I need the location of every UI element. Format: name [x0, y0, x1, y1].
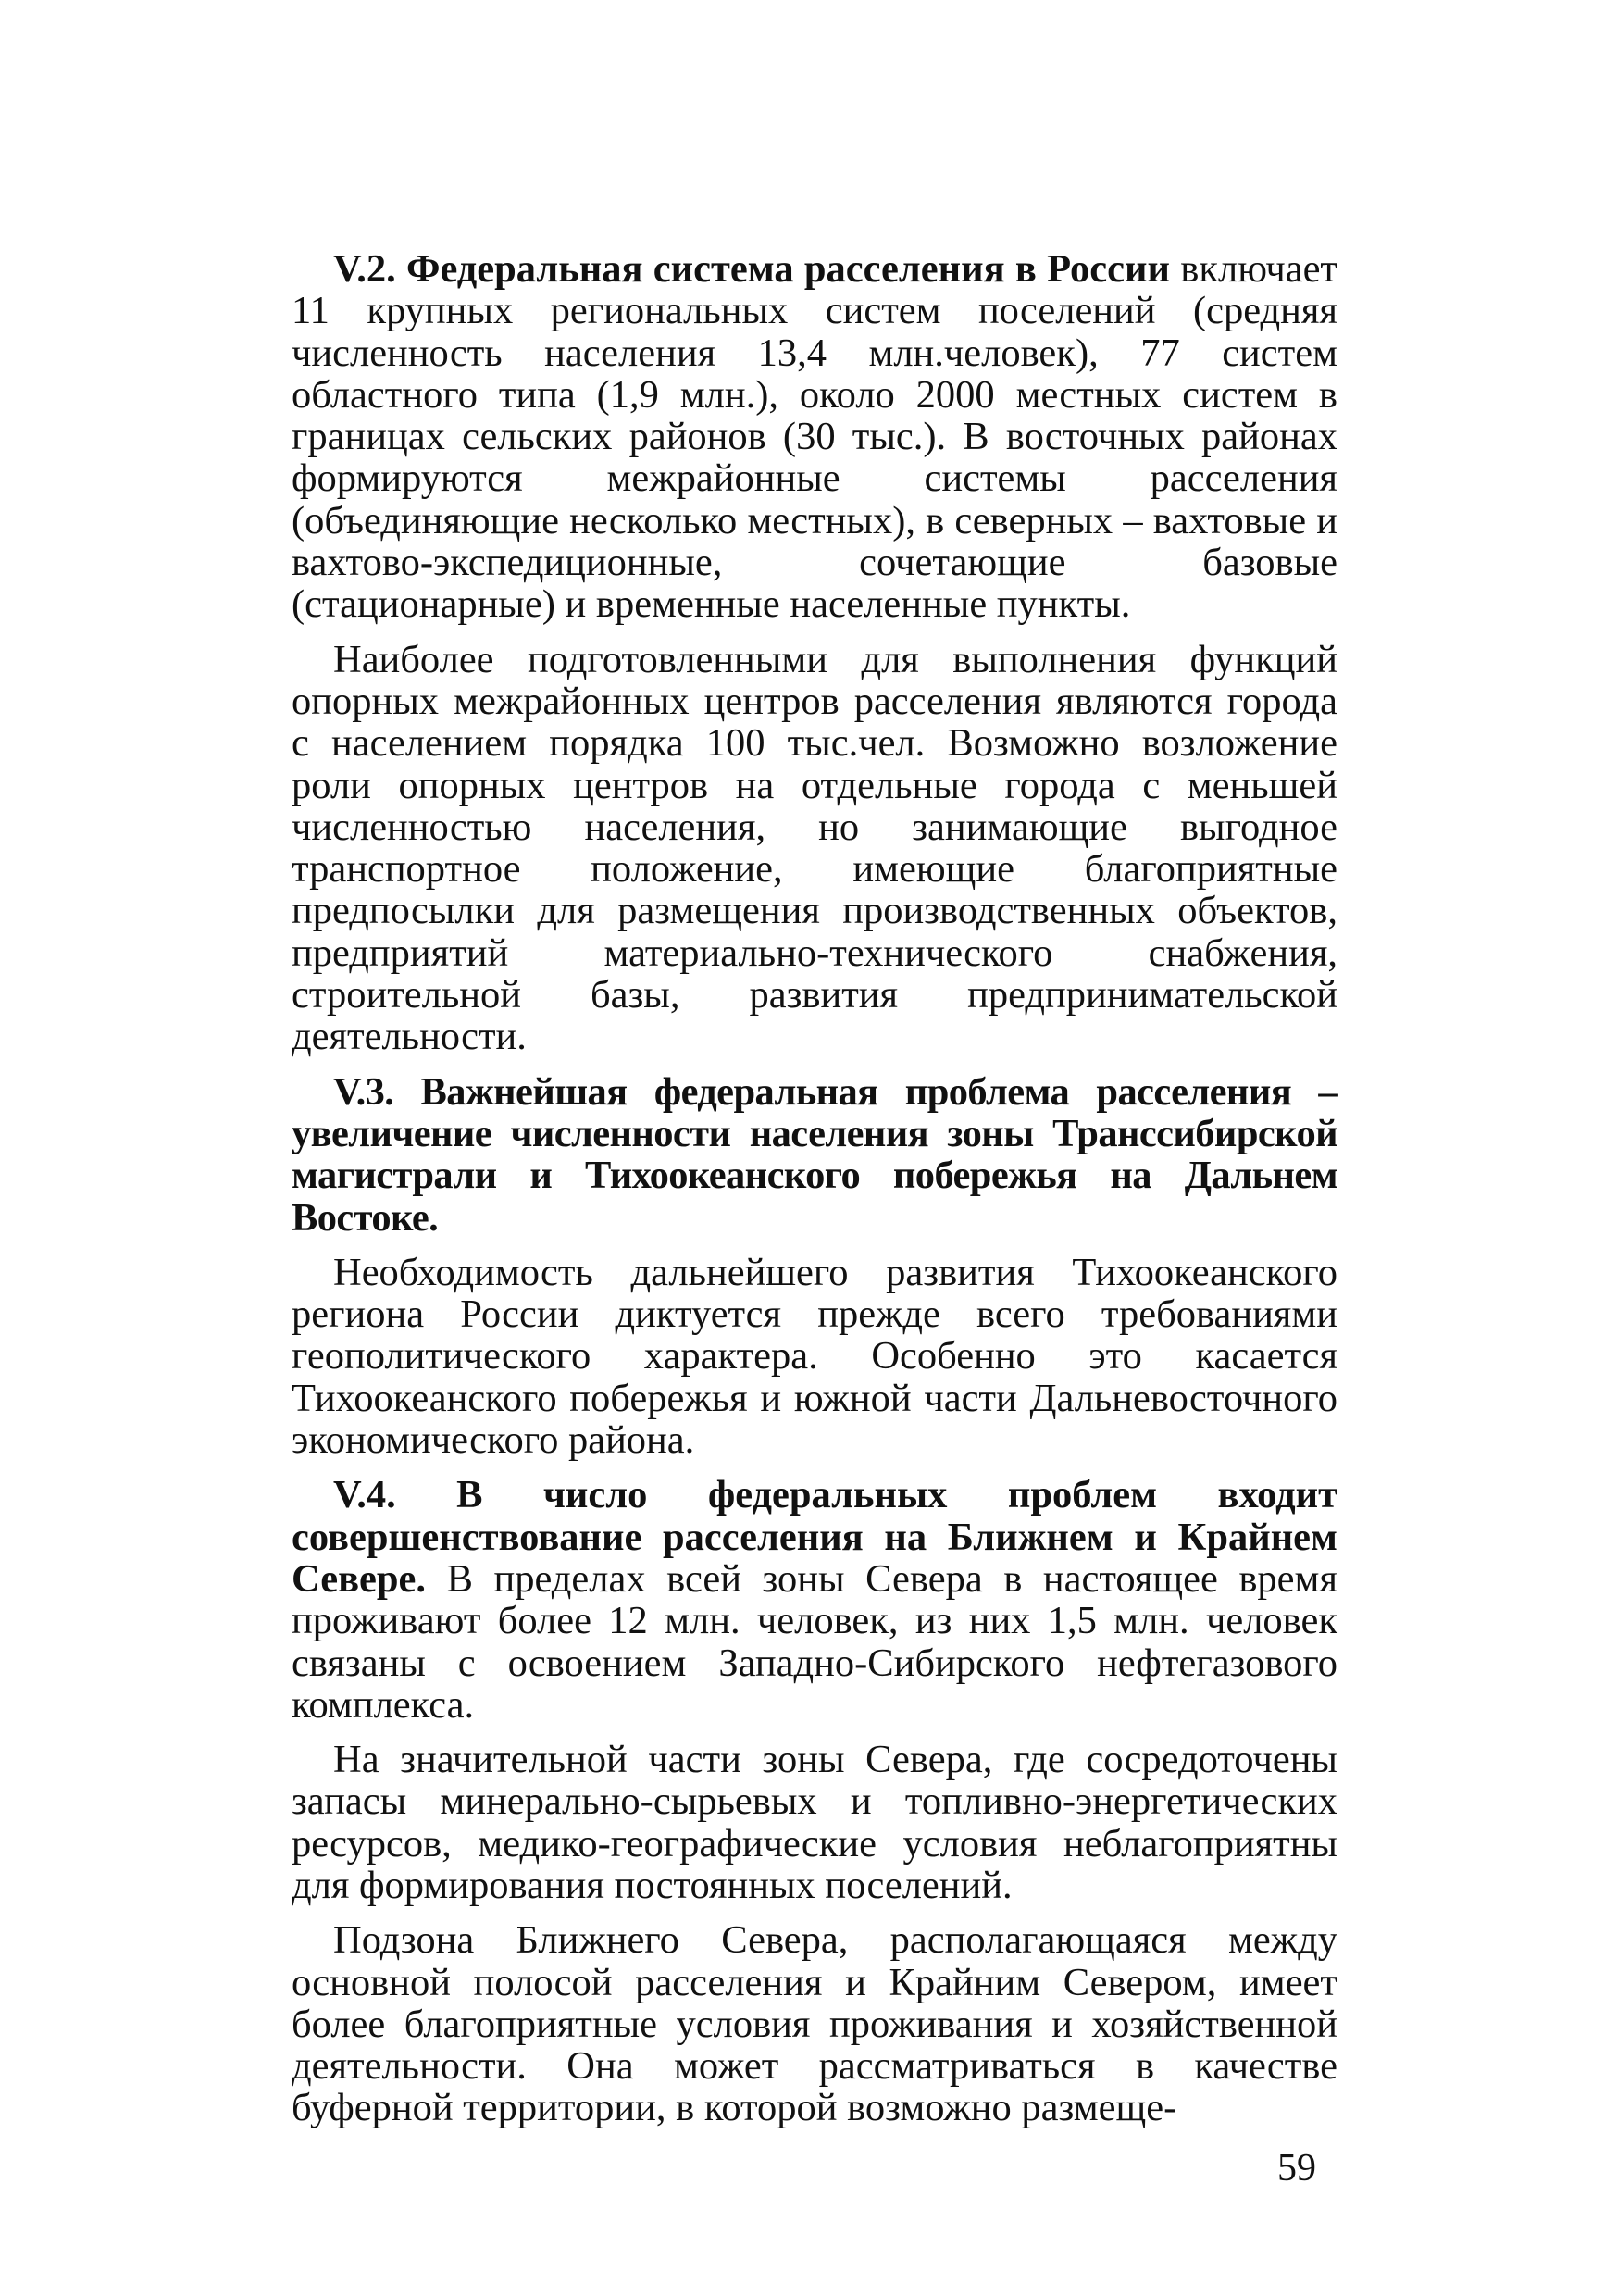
section-v4-heading: V.4. В число федеральных проблем входит совершенствование расселения на Ближнем и Крайнем Севере.: [292, 1473, 1337, 1601]
page-text: [292, 248, 1337, 2142]
page-number: 59: [1277, 2147, 1316, 2190]
section-v4-paragraph: [292, 1474, 1337, 1726]
section-v4-text: В пределах всей зоны Севера в настоящее время проживают более 12 млн. человек, из них 1,5 млн. человек связаны с освоением Западно-Сибирского нефтегазового комплекса.: [292, 1556, 1337, 1727]
paragraph-north: На значительной части зоны Севера, где сосредоточены запасы минерально-сырьевых и топливно-энергетических ресурсов, медико-географические условия неблагоприятны для формирования постоянных поселений.: [292, 1738, 1337, 1907]
section-v3-heading: V.3. Важнейшая федеральная проблема расселения – увеличение численности населения зоны Транссибирской магистрали и Тихоокеанского побережья на Дальнем Востоке.: [292, 1069, 1337, 1240]
section-v2-text: включает 11 крупных региональных систем поселений (средняя численность населения 13,4 млн.человек), 77 систем областного типа (1,9 млн.), около 2000 местных систем в границах сельских районов (30 тыс.). В восточных районах формируются межрайонные системы расселения (объединяющие несколько местных), в северных – вахтовые и вахтово-экспедиционные, сочетающие базовые (стационарные) и временные населенные пункты.: [292, 247, 1338, 627]
paragraph-subzone: Подзона Ближнего Севера, располагающаяся между основной полосой расселения и Крайним Севером, имеет более благоприятные условия проживания и хозяйственной деятельности. Она может рассматриваться в качестве буферной территории, в которой возможно размеще-: [292, 1918, 1337, 2130]
section-v2-paragraph: [292, 248, 1337, 626]
paragraph-pacific: Необходимость дальнейшего развития Тихоокеанского региона России диктуется прежде всего требованиями геополитического характера. Особенно это касается Тихоокеанского побережья и южной части Дальневосточного экономического района.: [292, 1250, 1337, 1463]
section-v2-heading: V.2. Федеральная система расселения в России: [333, 247, 1170, 291]
paragraph-centers: Наиболее подготовленными для выполнения функций опорных межрайонных центров расселения являются города с населением порядка 100 тыс.чел. Возможно возложение роли опорных центров на отдельные города с меньшей численностью населения, но занимающие выгодное транспортное положение, имеющие благоприятные предпосылки для размещения производственных объектов, предприятий материально-технического снабжения, строительной базы, развития предпринимательской деятельности.: [292, 637, 1337, 1059]
